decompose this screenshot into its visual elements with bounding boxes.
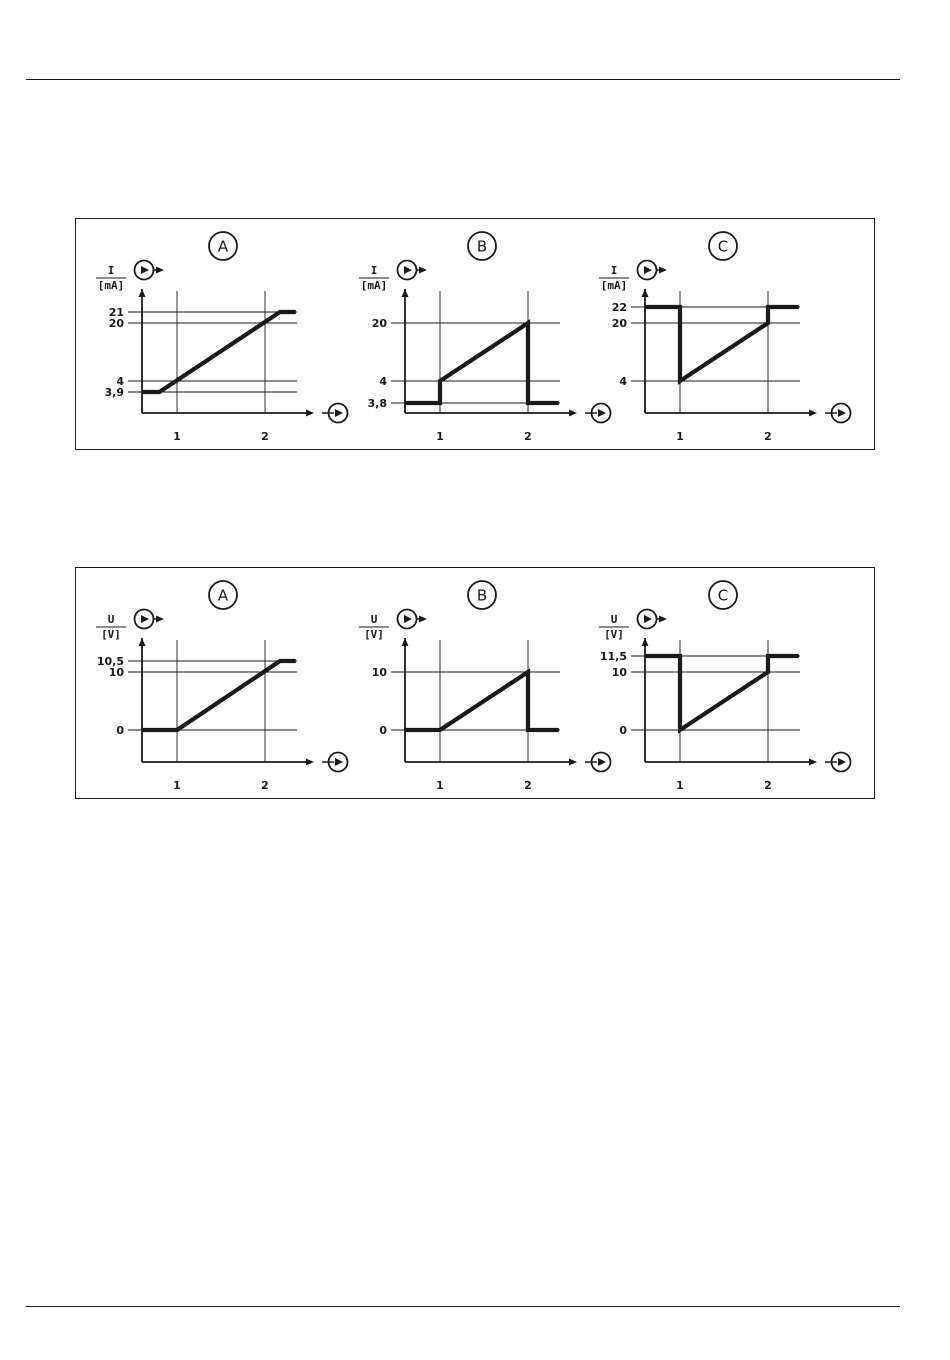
- y-icon-arrow: [156, 267, 164, 274]
- chart-a: [96, 581, 348, 792]
- chart-badge-label: B: [476, 586, 488, 605]
- y-icon-arrow: [419, 616, 427, 623]
- x-tick-label: 2: [524, 430, 532, 443]
- chart-b: [359, 581, 611, 792]
- x-tick-label: 1: [173, 430, 181, 443]
- y-axis-arrow: [402, 289, 409, 297]
- x-tick-label: 1: [436, 779, 444, 792]
- bottom-rule: [26, 1306, 900, 1307]
- y-icon-arrow: [156, 616, 164, 623]
- x-tick-label: 1: [173, 779, 181, 792]
- y-quantity: I: [107, 264, 115, 277]
- y-icon-arrow: [419, 267, 427, 274]
- y-unit: [V]: [101, 628, 121, 641]
- y-tick-label: 20: [108, 317, 124, 330]
- y-tick-label: 10: [108, 666, 124, 679]
- x-axis-arrow: [306, 410, 314, 417]
- signal-curve: [405, 323, 559, 403]
- voltage-output-diagram: [76, 568, 876, 800]
- chart-c: [599, 581, 851, 792]
- y-axis-arrow: [139, 638, 146, 646]
- signal-curve: [645, 656, 799, 730]
- chart-b: [359, 232, 611, 443]
- y-signal-icon-arrow: [141, 615, 149, 623]
- y-tick-label: 10,5: [96, 655, 124, 668]
- current-output-panel: [75, 218, 875, 450]
- y-tick-label: 20: [611, 317, 627, 330]
- y-quantity: U: [370, 613, 378, 626]
- x-signal-icon-arrow: [598, 409, 606, 417]
- chart-badge-label: C: [717, 586, 729, 605]
- y-signal-icon-arrow: [644, 615, 652, 623]
- current-output-diagram: [76, 219, 876, 451]
- y-tick-label: 4: [116, 375, 124, 388]
- y-signal-icon-arrow: [141, 266, 149, 274]
- chart-badge-label: A: [217, 237, 229, 256]
- x-axis-arrow: [569, 410, 577, 417]
- x-signal-icon-arrow: [335, 409, 343, 417]
- signal-curve: [645, 307, 799, 381]
- y-axis-arrow: [402, 638, 409, 646]
- x-signal-icon-arrow: [838, 409, 846, 417]
- y-unit: [V]: [364, 628, 384, 641]
- y-tick-label: 21: [108, 306, 124, 319]
- chart-badge-label: B: [476, 237, 488, 256]
- x-signal-icon-arrow: [838, 758, 846, 766]
- chart-badge-label: C: [717, 237, 729, 256]
- y-axis-arrow: [139, 289, 146, 297]
- x-signal-icon-arrow: [598, 758, 606, 766]
- y-tick-label: 0: [619, 724, 627, 737]
- y-tick-label: 3,9: [104, 386, 124, 399]
- y-tick-label: 20: [371, 317, 387, 330]
- x-signal-icon-arrow: [335, 758, 343, 766]
- y-axis-arrow: [642, 289, 649, 297]
- x-axis-arrow: [569, 759, 577, 766]
- y-unit: [mA]: [600, 279, 628, 292]
- y-tick-label: 4: [379, 375, 387, 388]
- y-icon-arrow: [659, 267, 667, 274]
- y-quantity: U: [610, 613, 618, 626]
- chart-badge-label: A: [217, 586, 229, 605]
- y-tick-label: 11,5: [599, 650, 627, 663]
- x-tick-label: 1: [676, 430, 684, 443]
- x-tick-label: 2: [261, 779, 269, 792]
- y-signal-icon-arrow: [404, 266, 412, 274]
- y-tick-label: 10: [611, 666, 627, 679]
- y-tick-label: 3,8: [367, 397, 387, 410]
- y-signal-icon-arrow: [404, 615, 412, 623]
- signal-curve: [142, 312, 296, 392]
- chart-c: [599, 232, 851, 443]
- y-axis-arrow: [642, 638, 649, 646]
- x-tick-label: 2: [764, 779, 772, 792]
- x-tick-label: 1: [676, 779, 684, 792]
- x-axis-arrow: [809, 410, 817, 417]
- x-axis-arrow: [809, 759, 817, 766]
- x-tick-label: 2: [764, 430, 772, 443]
- y-unit: [V]: [604, 628, 624, 641]
- top-rule: [26, 79, 900, 80]
- y-quantity: I: [370, 264, 378, 277]
- y-unit: [mA]: [360, 279, 388, 292]
- y-unit: [mA]: [97, 279, 125, 292]
- y-tick-label: 4: [619, 375, 627, 388]
- chart-a: [96, 232, 348, 443]
- signal-curve: [405, 672, 559, 730]
- y-quantity: U: [107, 613, 115, 626]
- signal-curve: [142, 661, 296, 730]
- x-tick-label: 1: [436, 430, 444, 443]
- x-axis-arrow: [306, 759, 314, 766]
- y-signal-icon-arrow: [644, 266, 652, 274]
- voltage-output-panel: [75, 567, 875, 799]
- y-tick-label: 10: [371, 666, 387, 679]
- y-icon-arrow: [659, 616, 667, 623]
- y-quantity: I: [610, 264, 618, 277]
- y-tick-label: 22: [611, 301, 627, 314]
- x-tick-label: 2: [524, 779, 532, 792]
- y-tick-label: 0: [116, 724, 124, 737]
- x-tick-label: 2: [261, 430, 269, 443]
- y-tick-label: 0: [379, 724, 387, 737]
